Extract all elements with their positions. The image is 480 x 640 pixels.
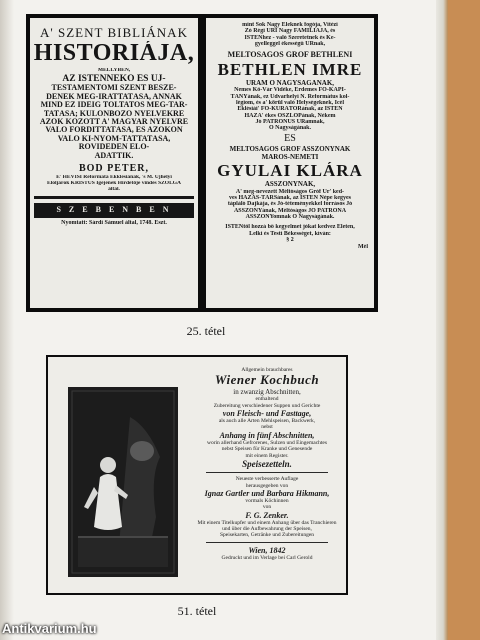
title-imprint: Nyomtatt: Sárdi Sámuel által, 1748. Eszt. bbox=[61, 219, 167, 226]
kochbuch-line: Anhang in fünf Abschnitten, bbox=[219, 430, 315, 440]
plate-25-left-title-page bbox=[30, 18, 201, 308]
title-head: A' SZENT BIBLIÁNAK bbox=[40, 26, 188, 40]
kochbuch-authors: Ignaz Gartler und Barbara Hikmann, bbox=[204, 488, 330, 498]
title-author: BOD PÉTER, bbox=[78, 164, 149, 175]
title-line: VALÓ FORDITTATÁSA, ÉS AZOKON bbox=[45, 126, 183, 135]
dedication-line: ASSZONYának, Méltóságos JÓ PATRONA bbox=[233, 207, 347, 214]
plate-25-right-dedication-page bbox=[206, 18, 374, 308]
dedication-line: légiom, és a' körül való Helységeknek, Icél bbox=[236, 100, 344, 107]
dedication-line: URAM Ő NAGYSÁGÁNAK, bbox=[245, 79, 335, 87]
dedication-line: MÉLTOSÁGOS GROF BETHLENI bbox=[227, 51, 353, 60]
kochbuch-line: Neueste verbesserte Auflage bbox=[235, 476, 299, 483]
kochbuch-line: Speisezetteln. bbox=[242, 458, 292, 469]
kochbuch-line: Zubereitung verschiedener Suppen und Gerichte bbox=[213, 402, 321, 409]
kochbuch-line: als auch alle Arten Mehlspeisen, Backwerk, bbox=[218, 418, 316, 425]
title-rule bbox=[34, 196, 194, 199]
kochbuch-line: Speisekarten, Getränke und Zubereitungen bbox=[219, 532, 315, 539]
dedication-line: ISTENtől hozzá bő kegyelmet jókat kedvez Életen, bbox=[225, 224, 355, 231]
dedication-line: Nemes Kő-Vár Vidéke, Érdemes FŐ-KAPI- bbox=[234, 87, 346, 94]
title-line: AZ ISTENNEKÖ ÉS UJ- bbox=[62, 74, 166, 85]
kochbuch-line: Allgemein brauchbares bbox=[241, 367, 293, 373]
dedication-line: A' meg-nevezett Méltóságos Gróf Ur' ked- bbox=[235, 188, 345, 195]
watermark-logo: Antikvarium.hu bbox=[2, 621, 97, 636]
kochbuch-line: worin allerhand Gefrorenes, Sulzen und Eingemachtes bbox=[206, 439, 328, 446]
plate-25-caption: 25. tétel bbox=[186, 324, 226, 338]
dedication-line: tápláló Dajkája, és Jó-téteményekkel forrásos Jó bbox=[227, 201, 353, 208]
title-line: TESTAMENTOMI SZENT BESZÉ- bbox=[51, 84, 177, 93]
dedication-conjunction: ÉS bbox=[284, 133, 296, 144]
kochbuch-title: Wiener Kochbuch bbox=[214, 373, 320, 388]
dedication-line: gyelleggel ékességű URnak, bbox=[254, 41, 326, 48]
kochbuch-rule bbox=[206, 472, 328, 473]
dedication-line: MAROS-NÉMETI bbox=[261, 153, 319, 161]
kochbuch-line: nebst bbox=[261, 424, 273, 431]
kochbuch-line: herausgegeben von bbox=[245, 482, 289, 489]
dedication-line: Lelki és Testi Békességet, kíván: bbox=[249, 230, 331, 237]
plate-51-caption: 51. tétel bbox=[177, 604, 217, 618]
plate-51-spread bbox=[48, 357, 346, 593]
dedication-line: HÁZA' ékes OSZLOPának, Nékem bbox=[244, 112, 336, 119]
page-edge bbox=[436, 0, 448, 640]
title-line: TATÁSA; KÜLÖNBÖZŐ NYELVEKRE bbox=[43, 109, 185, 118]
dedication-line: Eklésiái' FŐ-KURÁTORának, az ISTEN bbox=[237, 106, 343, 113]
kochbuch-line: von bbox=[262, 504, 272, 511]
dedication-name-1: BETHLEN IMRE bbox=[217, 60, 363, 79]
dedication-line: ASSZONYomnak Ő Nagyságának. bbox=[245, 214, 335, 221]
kochbuch-publisher: Gedruckt und im Verlage bei Carl Gerold bbox=[221, 554, 313, 561]
title-line: MELLYBEN, bbox=[97, 68, 131, 74]
kochbuch-line: nebst Speisen für Kranke und Genesende bbox=[221, 446, 313, 453]
wiener-kochbuch-title-page bbox=[196, 367, 338, 587]
dedication-line: Jó PATRONUS URamnak, bbox=[255, 119, 325, 126]
dedication-line: ISTENhez - való Szeretetnek és Ke- bbox=[244, 34, 336, 41]
binding-shadow bbox=[0, 0, 14, 640]
dedication-signature-mark: § 2 bbox=[286, 237, 294, 244]
dedication-line: TÁNYának, ez Udvarhelyi N. Református kol- bbox=[230, 93, 350, 100]
dedication-catchword: Mél bbox=[358, 243, 368, 250]
title-line: ADATTIK. bbox=[94, 151, 134, 160]
kochbuch-editor: F. G. Zenker. bbox=[245, 510, 289, 520]
plate-25-photo bbox=[26, 14, 378, 312]
kochbuch-line: in zwanzig Abschnitten, bbox=[233, 388, 301, 397]
kochbuch-line: Mit einem Titelkupfer und einem Anhang über das Tranchieren bbox=[197, 519, 337, 526]
title-line: VALÓ KI-NYOM-TATTATÁSA, bbox=[57, 134, 171, 143]
title-place: S Z E B E N B E N bbox=[34, 203, 194, 217]
dedication-name-2: GYULAI KLÁRA bbox=[217, 162, 363, 181]
dedication-line: ASSZONYNAK, bbox=[264, 181, 316, 189]
title-line: által. bbox=[108, 186, 120, 192]
title-line: DENEK MEG-IRATTATÁSA, ANNAK bbox=[46, 92, 182, 101]
kochbuch-line: und über die Aufbewahrung der Speisen, bbox=[222, 526, 312, 533]
kochbuch-line: enthaltend bbox=[255, 396, 279, 403]
dedication-line: Ő Nagyságának. bbox=[268, 125, 311, 132]
kochbuch-line: vormals Köchinnen bbox=[245, 498, 289, 505]
kochbuch-rule bbox=[206, 542, 328, 543]
title-line: AZOK KÖZÖTT A' MAGYAR NYELVRE bbox=[39, 117, 189, 126]
dedication-line: mint Sok Nagy Eleknek fogója, Vitézi bbox=[242, 22, 338, 28]
kochbuch-line: von Fleisch- und Fasttage, bbox=[222, 408, 312, 418]
kochbuch-line: mit einem Register. bbox=[245, 452, 289, 459]
kochbuch-place: Wien, 1842 bbox=[248, 545, 286, 555]
plate-51-photo bbox=[46, 355, 348, 595]
frontispiece-engraving bbox=[68, 387, 178, 577]
title-line: E' HEVISI Reformata Ekklésiának, 's M. Ujhelyi bbox=[56, 174, 172, 180]
title-line: Elöljárók KRISTUS Igéjének Hirdetője vindés SZOLGA bbox=[47, 180, 181, 186]
dedication-line: Zó Régi URI Nagy FAMILIÁJA, és bbox=[244, 28, 336, 35]
title-line: RÖVIDEDEN ELŐ- bbox=[78, 143, 150, 152]
title-line: MIND EZ IDEIG TOLTATOS MEG-TAR- bbox=[40, 101, 188, 110]
title-main: HISTORIÁJA, bbox=[33, 40, 195, 66]
dedication-line: ves HÁZAS-TÁRSának, az ISTEN Népe kegyes bbox=[228, 195, 351, 202]
frontispiece-illustration bbox=[68, 387, 178, 577]
dedication-line: MÉLTOSÁGOS GRÓF ASSZONYNAK bbox=[229, 146, 351, 154]
